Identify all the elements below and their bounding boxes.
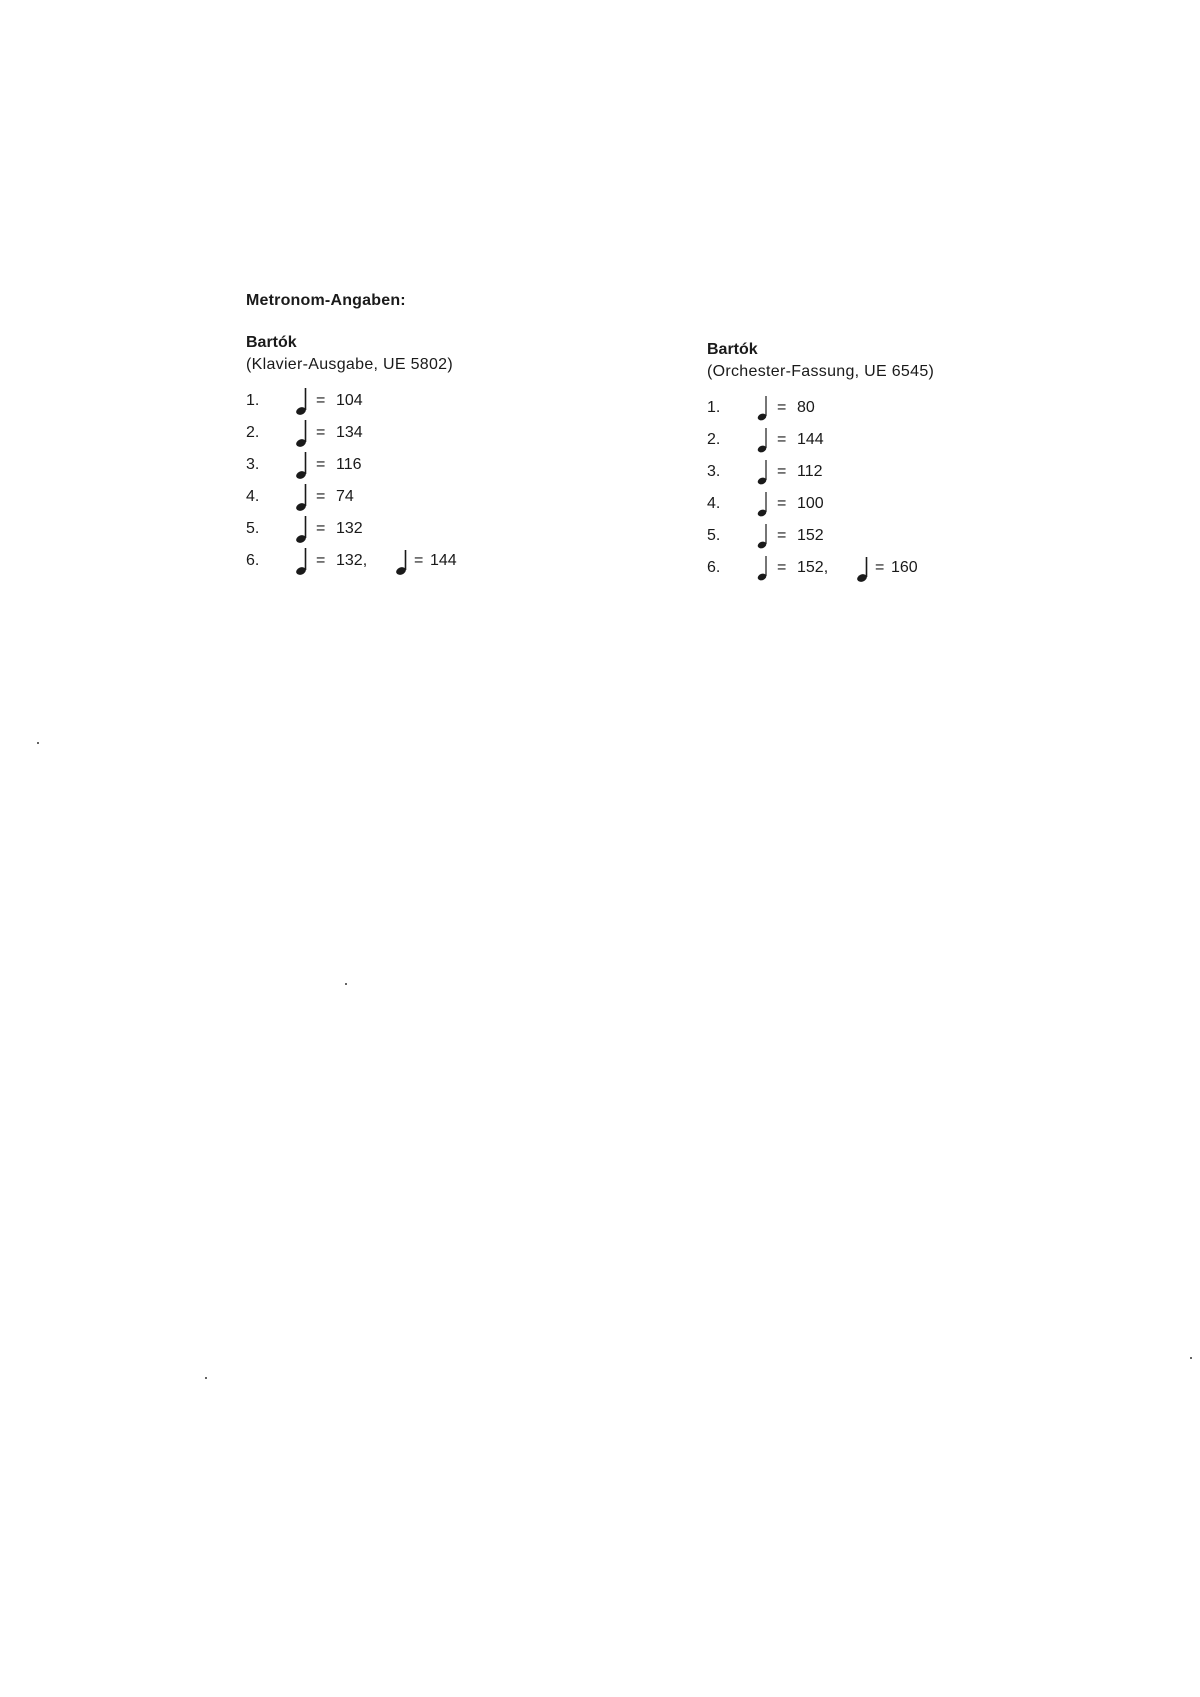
entry-value: 134 — [336, 424, 363, 441]
entry-value: 74 — [336, 488, 354, 505]
quarter-note-icon — [755, 425, 771, 455]
quarter-note-icon — [855, 553, 871, 583]
page-heading: Metronom-Angaben: — [246, 292, 406, 309]
entry-number: 2. — [707, 431, 721, 448]
entry-value-secondary: 144 — [430, 552, 457, 569]
tempo-entry — [707, 424, 934, 456]
tempo-entry — [246, 417, 453, 449]
entry-value: 104 — [336, 392, 363, 409]
entry-value: 132, — [336, 552, 368, 569]
entry-number: 6. — [707, 559, 721, 576]
entry-number: 5. — [246, 520, 260, 537]
entry-value: 144 — [797, 431, 824, 448]
entry-value: 132 — [336, 520, 363, 537]
quarter-note-icon — [755, 393, 771, 423]
entry-number: 5. — [707, 527, 721, 544]
tempo-entry — [246, 481, 453, 513]
tempo-entry — [707, 488, 934, 520]
scan-speck — [37, 742, 39, 744]
quarter-note-icon — [294, 386, 310, 416]
column-title: Bartók — [707, 341, 758, 358]
entry-equals: = — [316, 392, 326, 409]
column-title: Bartók — [246, 334, 297, 351]
tempo-list — [246, 385, 457, 577]
entry-equals: = — [316, 456, 326, 473]
entry-value-secondary: 160 — [891, 559, 918, 576]
entry-number: 1. — [707, 399, 721, 416]
entry-equals-secondary: = — [414, 552, 424, 569]
column-klavier — [246, 333, 457, 577]
scan-speck — [345, 983, 347, 985]
entry-equals: = — [777, 431, 787, 448]
tempo-entry — [246, 513, 453, 545]
entry-equals: = — [777, 399, 787, 416]
tempo-entry — [707, 456, 934, 488]
entry-number: 3. — [707, 463, 721, 480]
entry-equals-secondary: = — [875, 559, 885, 576]
entry-equals: = — [777, 495, 787, 512]
entry-equals: = — [777, 527, 787, 544]
quarter-note-icon — [755, 457, 771, 487]
entry-value: 152, — [797, 559, 829, 576]
entry-number: 4. — [246, 488, 260, 505]
tempo-list — [707, 392, 934, 584]
quarter-note-icon — [394, 546, 410, 576]
entry-number: 1. — [246, 392, 260, 409]
quarter-note-icon — [755, 553, 771, 583]
tempo-entry — [246, 385, 453, 417]
tempo-entry — [707, 392, 934, 424]
column-subtitle: (Klavier-Ausgabe, UE 5802) — [246, 356, 454, 373]
quarter-note-icon — [294, 546, 310, 576]
entry-equals: = — [316, 552, 326, 569]
entry-value: 100 — [797, 495, 824, 512]
entry-equals: = — [316, 424, 326, 441]
entry-equals: = — [777, 463, 787, 480]
entry-equals: = — [316, 520, 326, 537]
quarter-note-icon — [755, 489, 771, 519]
entry-value: 80 — [797, 399, 815, 416]
quarter-note-icon — [755, 521, 771, 551]
quarter-note-icon — [294, 514, 310, 544]
quarter-note-icon — [294, 450, 310, 480]
tempo-entry — [246, 449, 453, 481]
scan-speck — [1190, 1357, 1192, 1359]
entry-number: 3. — [246, 456, 260, 473]
entry-number: 2. — [246, 424, 260, 441]
scan-speck — [205, 1377, 207, 1379]
entry-equals: = — [777, 559, 787, 576]
tempo-entry — [246, 545, 457, 577]
tempo-entry — [707, 552, 934, 584]
column-subtitle: (Orchester-Fassung, UE 6545) — [707, 363, 935, 380]
entry-equals: = — [316, 488, 326, 505]
quarter-note-icon — [294, 482, 310, 512]
quarter-note-icon — [294, 418, 310, 448]
entry-value: 152 — [797, 527, 824, 544]
entry-number: 6. — [246, 552, 260, 569]
entry-value: 116 — [336, 456, 362, 473]
entry-number: 4. — [707, 495, 721, 512]
tempo-entry — [707, 520, 934, 552]
column-orchester — [707, 340, 934, 584]
entry-value: 112 — [797, 463, 823, 480]
